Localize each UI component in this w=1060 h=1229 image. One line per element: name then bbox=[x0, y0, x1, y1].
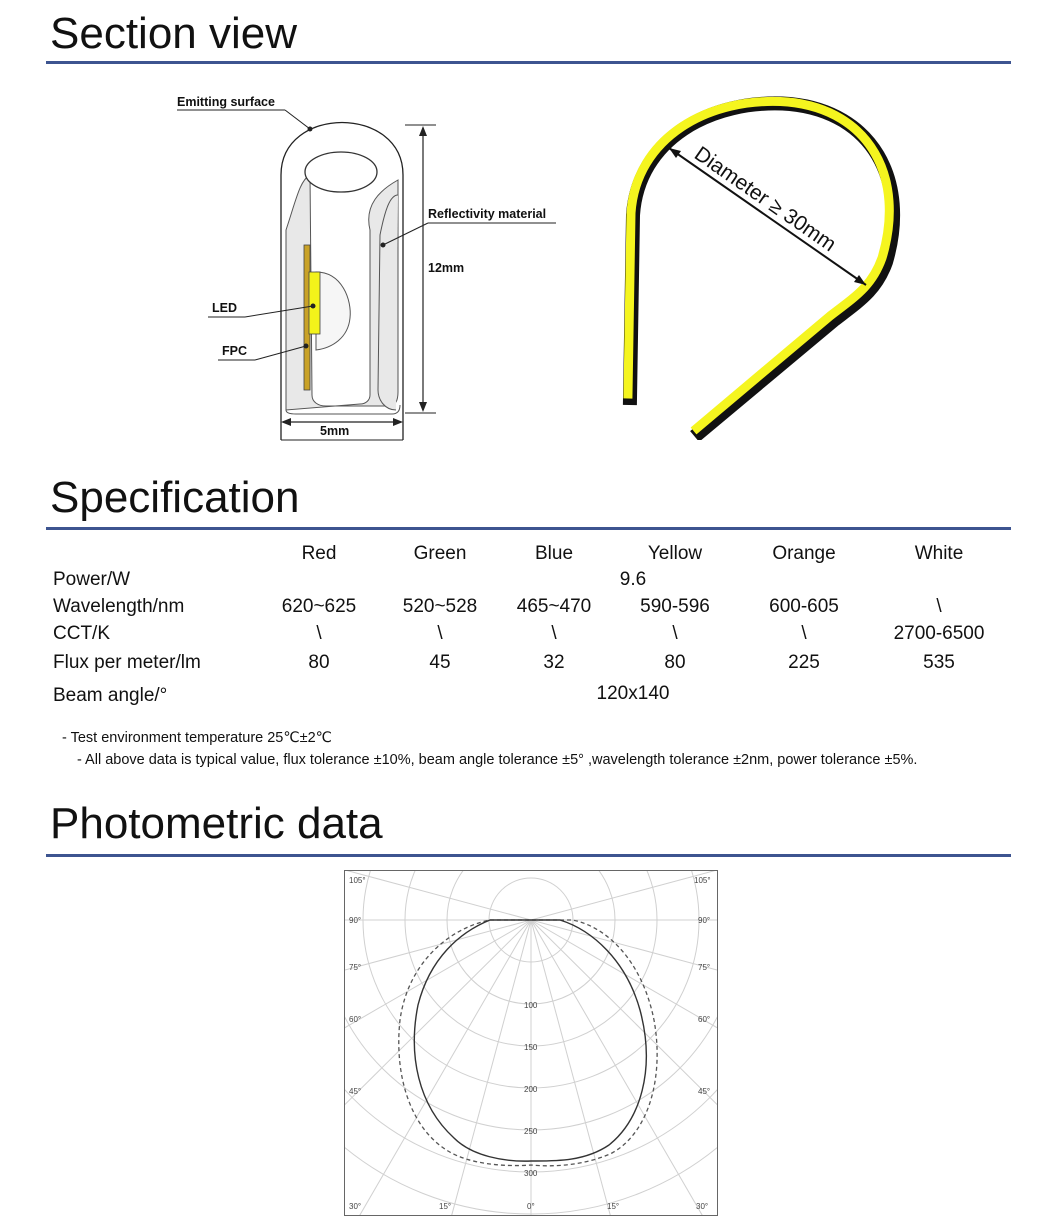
photometric-divider bbox=[46, 854, 1011, 857]
width-label: 5mm bbox=[320, 424, 350, 438]
wavelength-blue: 465~470 bbox=[516, 596, 592, 617]
wavelength-green: 520~528 bbox=[402, 596, 478, 617]
fpc-label: FPC bbox=[222, 344, 247, 358]
led-label: LED bbox=[212, 301, 237, 315]
cct-green: \ bbox=[437, 623, 443, 644]
flux-red: 80 bbox=[308, 652, 330, 673]
angle-right-45: 45° bbox=[698, 1087, 711, 1096]
angle-bottom-0: 0° bbox=[527, 1202, 535, 1211]
angle-right-60: 60° bbox=[698, 1015, 711, 1024]
oval-cavity bbox=[305, 152, 377, 192]
angle-bottom-30-right: 30° bbox=[696, 1202, 709, 1211]
radial-200: 200 bbox=[524, 1085, 538, 1094]
power-value: 9.6 bbox=[619, 569, 647, 590]
beam-label: Beam angle/° bbox=[53, 685, 168, 706]
flux-orange: 225 bbox=[788, 652, 820, 673]
strip-shadow bbox=[630, 103, 893, 432]
radial-300: 300 bbox=[524, 1169, 538, 1178]
radial-150: 150 bbox=[524, 1043, 538, 1052]
angle-left-90: 90° bbox=[349, 916, 362, 925]
flux-yellow: 80 bbox=[664, 652, 686, 673]
radial-100: 100 bbox=[524, 1001, 538, 1010]
polar-diagram bbox=[344, 870, 718, 1216]
led-chip bbox=[309, 272, 320, 334]
cct-yellow: \ bbox=[672, 623, 678, 644]
reflectivity-label: Reflectivity material bbox=[428, 207, 547, 221]
angle-left-60: 60° bbox=[349, 1015, 362, 1024]
angle-right-75: 75° bbox=[698, 963, 711, 972]
lens bbox=[316, 272, 350, 350]
header-red: Red bbox=[301, 543, 337, 564]
spec-header-row bbox=[0, 543, 1060, 569]
wavelength-yellow: 590-596 bbox=[640, 596, 710, 617]
wavelength-white: \ bbox=[936, 596, 942, 617]
flux-green: 45 bbox=[429, 652, 451, 673]
angle-right-90: 90° bbox=[698, 916, 711, 925]
height-label: 12mm bbox=[428, 261, 465, 275]
wavelength-red: 620~625 bbox=[281, 596, 357, 617]
cross-section-diagram bbox=[160, 80, 600, 450]
spec-row-wavelength bbox=[0, 596, 1060, 622]
bending-diagram bbox=[600, 90, 920, 440]
section-view-title: Section view bbox=[50, 9, 298, 58]
header-yellow: Yellow bbox=[647, 543, 703, 564]
specification-divider bbox=[46, 527, 1011, 530]
spec-row-beam bbox=[0, 685, 1060, 711]
spec-row-cct bbox=[0, 623, 1060, 649]
beam-value: 120x140 bbox=[596, 683, 670, 704]
angle-left-75: 75° bbox=[349, 963, 362, 972]
cct-blue: \ bbox=[551, 623, 557, 644]
spec-row-power bbox=[0, 569, 1060, 595]
angle-bottom-30-left: 30° bbox=[349, 1202, 362, 1211]
angle-left-105: 105° bbox=[349, 876, 366, 885]
section-view-divider bbox=[46, 61, 1011, 64]
flux-label: Flux per meter/lm bbox=[53, 652, 201, 673]
emitting-surface-label: Emitting surface bbox=[177, 95, 275, 109]
cct-label: CCT/K bbox=[53, 623, 110, 644]
spec-row-flux bbox=[0, 652, 1060, 678]
cct-white: 2700-6500 bbox=[893, 623, 985, 644]
header-white: White bbox=[914, 543, 964, 564]
header-orange: Orange bbox=[772, 543, 836, 564]
angle-right-105: 105° bbox=[694, 876, 711, 885]
angle-left-45: 45° bbox=[349, 1087, 362, 1096]
angle-bottom-15-right: 15° bbox=[607, 1202, 620, 1211]
note-temperature: - Test environment temperature 25℃±2℃ bbox=[62, 730, 332, 746]
radial-250: 250 bbox=[524, 1127, 538, 1136]
photometric-title: Photometric data bbox=[50, 799, 383, 848]
wavelength-orange: 600-605 bbox=[769, 596, 839, 617]
wavelength-label: Wavelength/nm bbox=[53, 596, 185, 617]
cct-red: \ bbox=[316, 623, 322, 644]
header-blue: Blue bbox=[534, 543, 574, 564]
cct-orange: \ bbox=[801, 623, 807, 644]
specification-title: Specification bbox=[50, 473, 300, 522]
diameter-label: Diameter ≥ 30mm bbox=[690, 142, 841, 257]
angle-bottom-15-left: 15° bbox=[439, 1202, 452, 1211]
flux-white: 535 bbox=[923, 652, 955, 673]
header-green: Green bbox=[413, 543, 467, 564]
note-tolerance: - All above data is typical value, flux tolerance ±10%, beam angle tolerance ±5° ,wavelength tolerance ±2nm, power tolerance ±5%. bbox=[77, 752, 918, 768]
power-label: Power/W bbox=[53, 569, 131, 590]
flux-blue: 32 bbox=[543, 652, 565, 673]
